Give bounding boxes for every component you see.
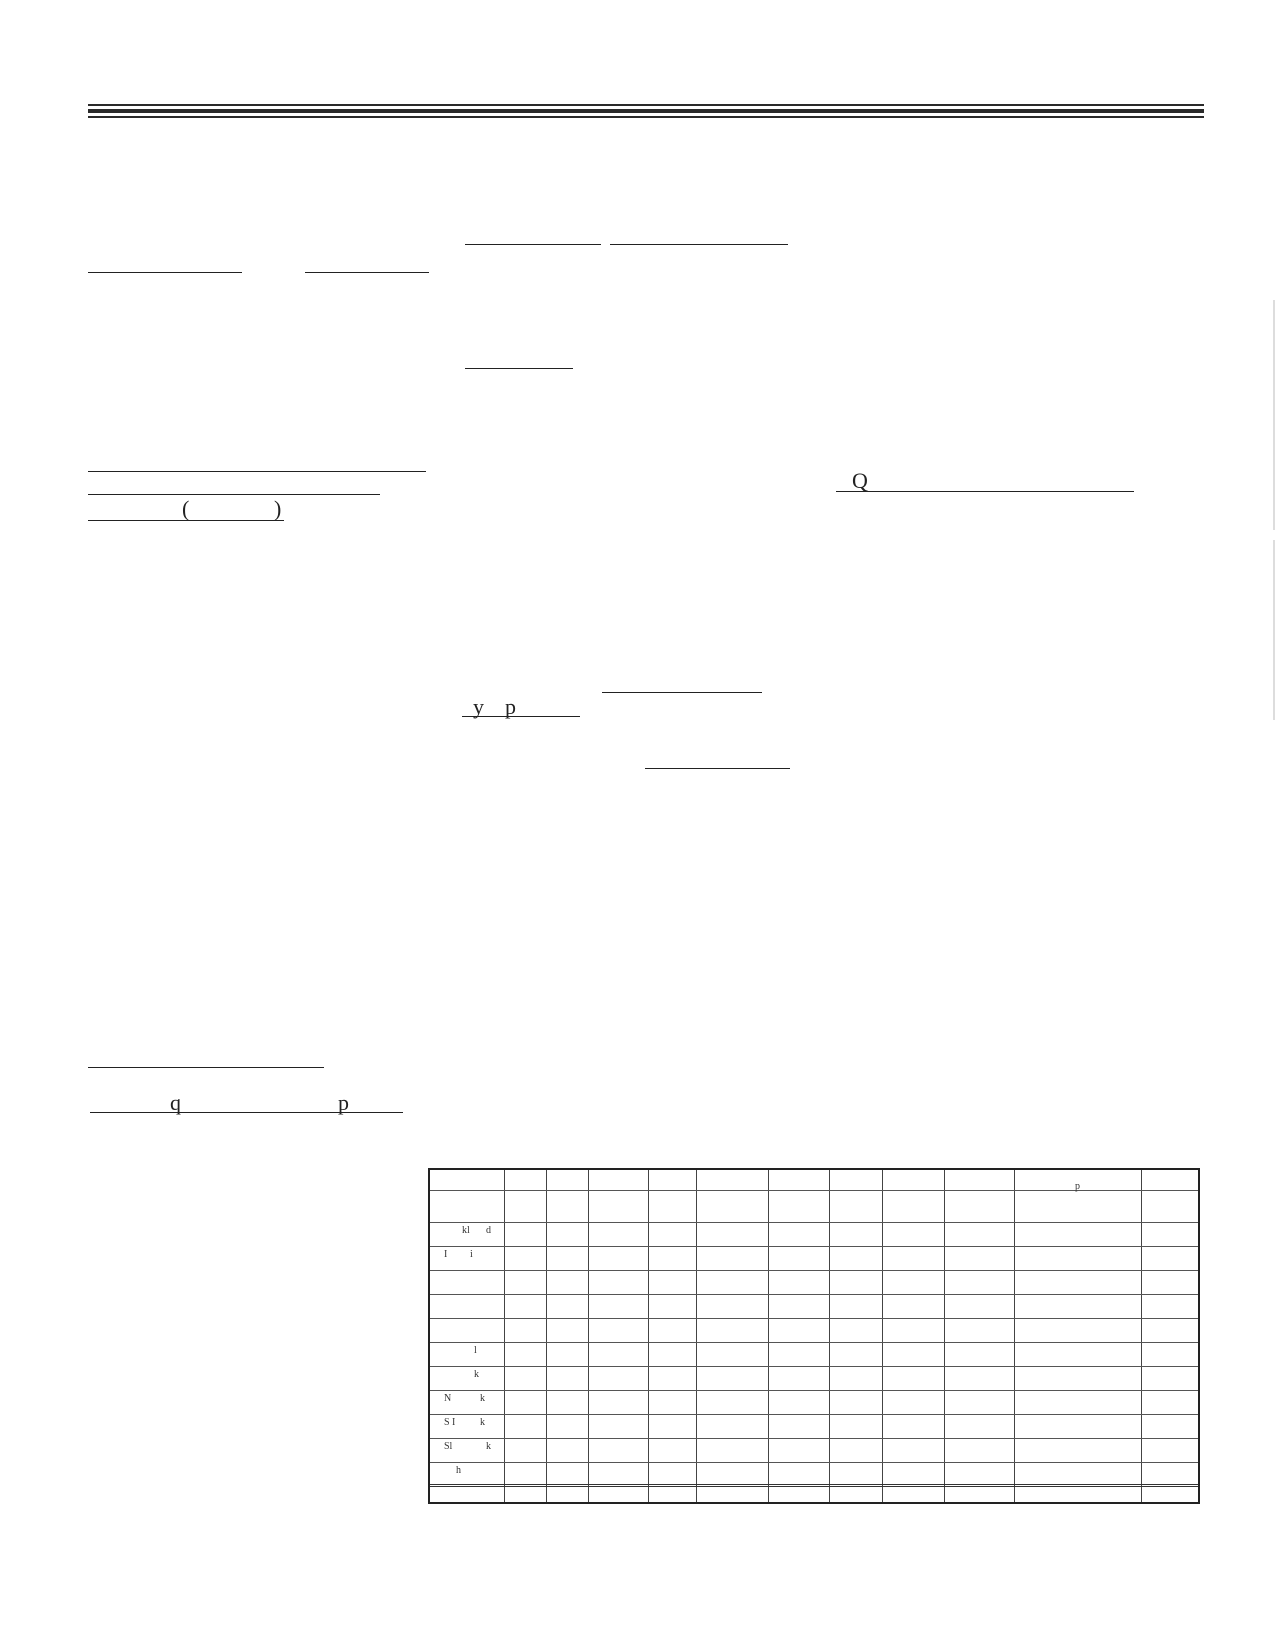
row-label: l	[474, 1345, 477, 1356]
p-glyph: p	[505, 694, 516, 719]
row-label: k	[474, 1369, 479, 1380]
paren-close: )	[274, 496, 282, 521]
q-lower-glyph: q	[170, 1090, 181, 1115]
y-glyph: y	[473, 694, 484, 719]
field-line	[465, 368, 573, 369]
row-label: S I	[444, 1417, 456, 1428]
row-label: d	[486, 1225, 491, 1236]
field-line	[465, 244, 601, 245]
header-rule	[88, 104, 1204, 118]
row-label: kl	[462, 1225, 470, 1236]
row-label: i	[470, 1249, 473, 1260]
row-label: k	[480, 1393, 485, 1404]
row-label: k	[480, 1417, 485, 1428]
p-lower-glyph: p	[338, 1090, 349, 1115]
row-label: k	[486, 1441, 491, 1452]
field-line	[88, 494, 380, 495]
row-label: I	[444, 1249, 448, 1260]
field-line	[88, 1067, 324, 1068]
table-header-mark: p	[1075, 1181, 1080, 1192]
field-line	[645, 768, 790, 769]
field-line	[836, 491, 1134, 492]
paren-open: (	[182, 496, 190, 521]
row-label: N	[444, 1393, 452, 1404]
q-glyph: Q	[852, 468, 868, 493]
row-label: Sl	[444, 1441, 453, 1452]
data-table	[428, 1168, 1200, 1504]
field-line	[88, 471, 426, 472]
row-label: h	[456, 1465, 461, 1476]
field-line	[88, 272, 242, 273]
field-line	[305, 272, 429, 273]
field-line	[602, 692, 762, 693]
field-line	[90, 1112, 403, 1113]
field-line	[610, 244, 788, 245]
